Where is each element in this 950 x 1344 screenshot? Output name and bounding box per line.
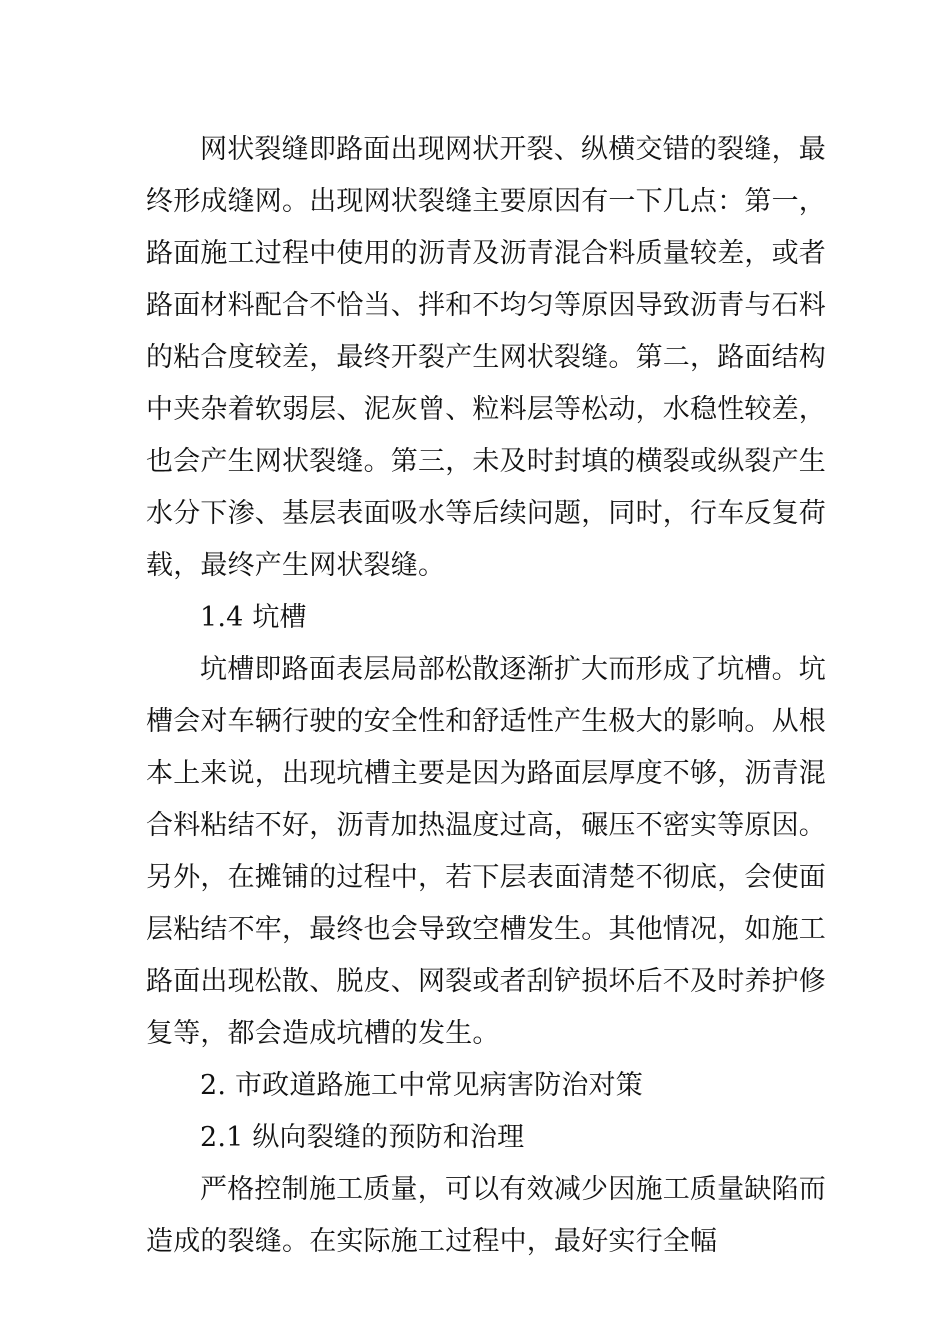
paragraph-network-cracks: 网状裂缝即路面出现网状开裂、纵横交错的裂缝，最终形成缝网。出现网状裂缝主要原因有一下几点：第一，路面施工过程中使用的沥青及沥青混合料质量较差，或者路面材料配合不恰当、拌和不均匀等原因导致沥青与石料的粘合度较差，最终开裂产生网状裂缝。第二，路面结构中夹杂着软弱层、泥灰曾、粒料层等松动，水稳性较差，也会产生网状裂缝。第三，未及时封填的横裂或纵裂产生水分下渗、基层表面吸水等后续问题，同时，行车反复荷载，最终产生网状裂缝。 <box>146 134 826 581</box>
section-heading-2-countermeasures: 2. 市政道路施工中常见病害防治对策 <box>200 1070 643 1101</box>
section-heading-2-1-longitudinal-cracks: 2.1 纵向裂缝的预防和治理 <box>200 1122 525 1153</box>
section-heading-1-4-potholes: 1.4 坑槽 <box>200 602 307 633</box>
paragraph-potholes: 坑槽即路面表层局部松散逐渐扩大而形成了坑槽。坑槽会对车辆行驶的安全性和舒适性产生极大的影响。从根本上来说，出现坑槽主要是因为路面层厚度不够，沥青混合料粘结不好，沥青加热温度过高，碾压不密实等原因。另外，在摊铺的过程中，若下层表面清楚不彻底，会使面层粘结不牢，最终也会导致空槽发生。其他情况，如施工路面出现松散、脱皮、网裂或者刮铲损坏后不及时养护修复等，都会造成坑槽的发生。 <box>146 654 826 1049</box>
document-body <box>146 124 826 1268</box>
paragraph-longitudinal-cracks: 严格控制施工质量，可以有效减少因施工质量缺陷而造成的裂缝。在实际施工过程中，最好实行全幅 <box>146 1174 826 1257</box>
